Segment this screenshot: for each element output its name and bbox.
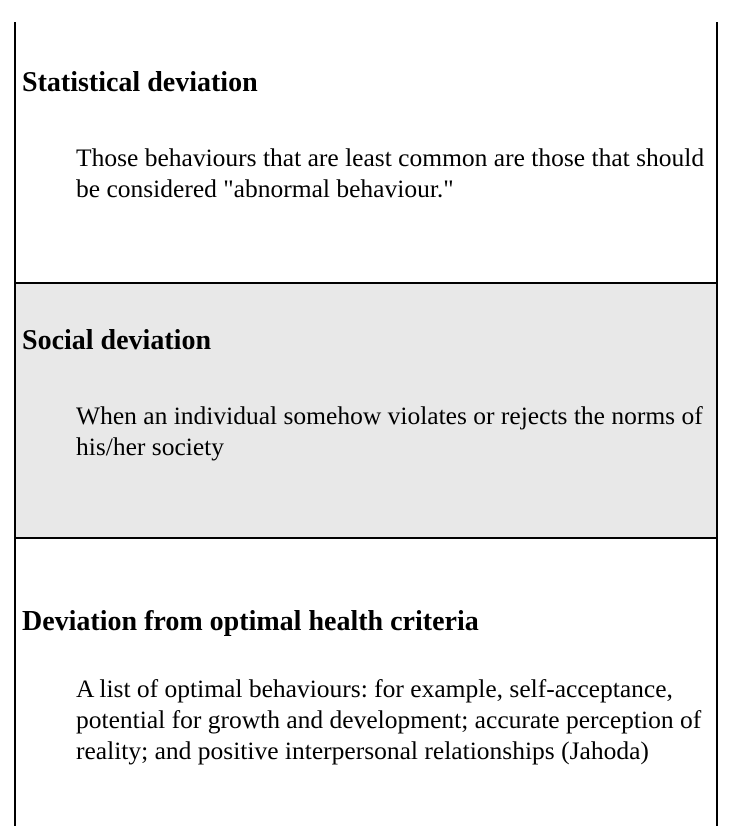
section-heading: Social deviation bbox=[22, 325, 212, 356]
section-optimal-health bbox=[16, 539, 716, 826]
section-body: A list of optimal behaviours: for example, self-acceptance, potential for growth and development; accurate perception of reality; and positive interpersonal relationships (Jahoda) bbox=[76, 674, 702, 765]
section-body: Those behaviours that are least common are those that should be considered "abnormal behaviour." bbox=[76, 143, 705, 203]
section-statistical-deviation bbox=[16, 22, 716, 282]
section-heading: Deviation from optimal health criteria bbox=[22, 606, 479, 637]
definitions-table bbox=[14, 22, 718, 826]
section-social-deviation bbox=[16, 282, 716, 539]
section-body: When an individual somehow violates or rejects the norms of his/her society bbox=[76, 401, 703, 461]
section-heading: Statistical deviation bbox=[22, 67, 258, 98]
